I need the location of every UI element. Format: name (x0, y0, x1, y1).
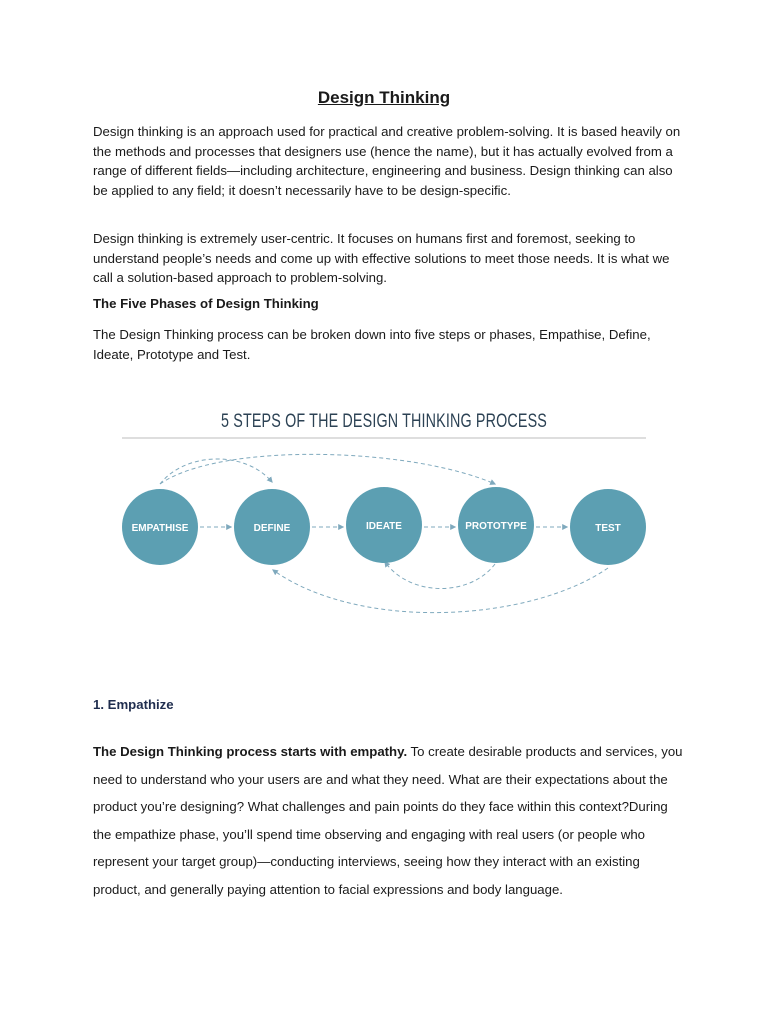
empathize-body-text: To create desirable products and services, you need to understand who your users are and what they need. What are their expectations about the product you’re designing? What challenges and pain points do they face within this context?During the empathize phase, you’ll spend time observing and engaging with real users (or people who represent your target group)—conducting interviews, seeing how they interact with an existing product, and generally paying attention to facial expressions and body language. (93, 744, 683, 897)
empathize-paragraph (93, 738, 683, 903)
step-label-prototype: PROTOTYPE (465, 521, 527, 532)
arrow-empathise-to-define-top (160, 459, 272, 484)
step-label-empathise: EMPATHISE (131, 523, 189, 534)
diagram-svg (110, 392, 660, 632)
intro-paragraph-2: Design thinking is extremely user-centric. It focuses on humans first and foremost, seeking to understand people’s needs and come up with effective solutions to meet those needs. It is what we call a solution-based approach to problem-solving. (93, 231, 670, 285)
design-thinking-diagram (110, 392, 660, 632)
page-title: Design Thinking (317, 88, 451, 107)
diagram-title: 5 STEPS OF THE DESIGN THINKING PROCESS (221, 411, 547, 432)
arrow-test-to-define-bottom (273, 568, 608, 613)
arrow-prototype-to-ideate-bottom (385, 562, 495, 589)
step-label-test: TEST (595, 523, 621, 534)
phases-paragraph: The Design Thinking process can be broken down into five steps or phases, Empathise, Define, Ideate, Prototype and Test. (93, 327, 651, 362)
intro-paragraph-1: Design thinking is an approach used for practical and creative problem-solving. It is based heavily on the methods and processes that designers use (hence the name), but it has actually evolved from a range of different fields—including architecture, engineering and business. Design thinking can also be applied to any field; it doesn’t necessarily have to be design-specific. (93, 124, 681, 198)
step-label-define: DEFINE (253, 523, 291, 534)
section-heading-empathize: 1. Empathize (93, 697, 174, 712)
step-label-ideate: IDEATE (366, 521, 402, 532)
empathize-lead-sentence: The Design Thinking process starts with empathy. (93, 744, 408, 759)
phases-heading: The Five Phases of Design Thinking (93, 296, 319, 311)
